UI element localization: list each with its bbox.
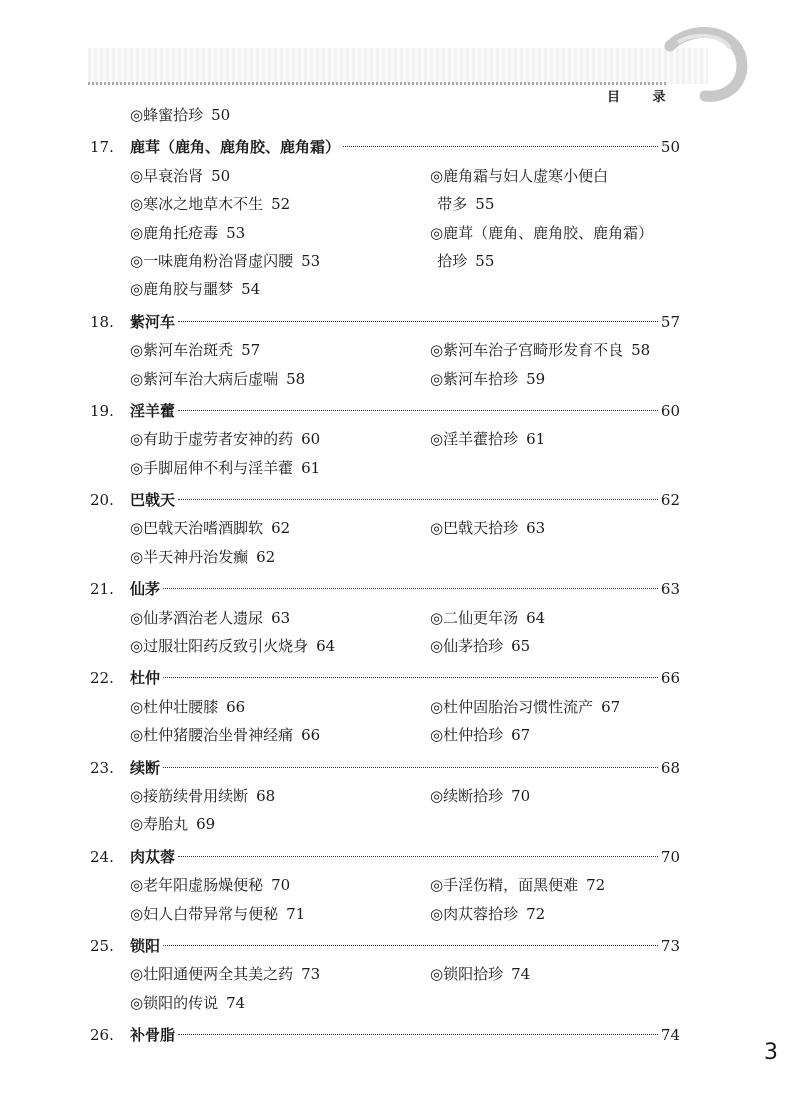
entry-title[interactable]: ◎仙茅酒治老人遗尿 [130,608,264,627]
entry-title[interactable]: 拾珍 [437,251,468,270]
entry-page: 61 [526,430,546,449]
toc-entry-right[interactable] [430,871,680,899]
chapter-number: 22. [90,669,114,688]
entry-page: 55 [475,251,495,270]
entry-title[interactable]: ◎二仙更年汤 [430,608,519,627]
entry-page: 73 [301,965,321,984]
toc-entry-left[interactable] [90,365,430,393]
chapter-page: 63 [660,580,680,599]
toc-entry-right[interactable] [421,190,680,218]
entry-page: 50 [211,106,231,124]
entry-title[interactable]: ◎巴戟天治嗜酒脚软 [130,519,264,538]
entry-title[interactable]: ◎紫河车治大病后虚喘 [130,369,279,388]
chapter-page: 68 [660,758,680,777]
entry-page: 53 [226,223,246,242]
toc-entry-left[interactable] [90,871,430,899]
entry-title[interactable]: ◎杜仲猪腰治坐骨神经痛 [130,726,294,745]
chapter-page: 50 [660,138,680,157]
chapter-number: 23. [90,758,114,777]
chapter-title[interactable]: 紫河车 [130,312,176,331]
dot-leader [178,410,658,411]
entry-page: 59 [526,369,546,388]
toc-entry-left[interactable] [90,810,430,838]
entry-page: 61 [301,458,321,477]
entry-title[interactable]: ◎肉苁蓉拾珍 [430,904,519,923]
entry-title[interactable]: ◎鹿角托疮毒 [130,223,219,242]
toc-entry-right[interactable] [430,514,680,542]
entry-page: 65 [511,637,531,656]
toc-row [90,514,680,542]
entry-page: 68 [256,786,276,805]
toc-entry-right[interactable] [430,219,680,247]
toc-row [90,693,680,721]
chapter-page: 60 [660,401,680,420]
toc-entry-left[interactable] [90,960,430,988]
entry-page: 50 [211,166,231,185]
toc-entry-right[interactable] [430,693,680,721]
toc-entry-right [430,989,680,1017]
entry-page: 72 [586,876,606,895]
dot-leader [163,945,658,946]
toc-entry-right [430,275,680,303]
entry-page: 60 [301,430,321,449]
toc-entry-left[interactable] [90,543,430,571]
chapter-number: 25. [90,936,114,955]
toc-row [90,721,680,749]
chapter-heading[interactable] [90,754,680,782]
dot-leader [178,1034,658,1035]
toc-entry-left[interactable] [90,219,430,247]
chapter-title[interactable]: 巴戟天 [130,491,176,510]
entry-page: 54 [241,280,261,299]
entry-title[interactable]: ◎壮阳通便两全其美之药 [130,965,294,984]
chapter-title[interactable]: 仙茅 [130,580,161,599]
entry-title[interactable]: 带多 [437,195,468,214]
entry-title[interactable]: ◎一味鹿角粉治肾虚闪腰 [130,251,294,270]
chapter-title[interactable]: 续断 [130,758,161,777]
header-divider [88,82,668,85]
toc-entry-left[interactable] [90,275,430,303]
toc-row [90,989,680,1017]
entry-title[interactable]: ◎杜仲拾珍 [430,726,504,745]
chapter-number: 19. [90,401,114,420]
chapter-heading[interactable] [90,397,680,425]
toc-entry-right[interactable] [430,604,680,632]
chapter-title[interactable]: 肉苁蓉 [130,847,176,866]
chapter-title[interactable]: 淫羊藿 [130,401,176,420]
toc-row [90,365,680,393]
toc-row [90,162,680,190]
toc-entry-right[interactable] [430,425,680,453]
toc-row [90,219,680,247]
chapter-number: 18. [90,312,114,331]
entry-page: 53 [301,251,321,270]
entry-page: 52 [271,195,291,214]
toc-row [90,190,680,218]
chapter-title[interactable]: 鹿茸（鹿角、鹿角胶、鹿角霜） [130,138,341,157]
entry-page: 74 [511,965,531,984]
entry-page: 64 [316,637,336,656]
toc-row [90,275,680,303]
toc-row [90,543,680,571]
entry-title[interactable]: ◎杜仲壮腰膝 [130,697,219,716]
toc-row [90,454,680,482]
chapter-number: 24. [90,847,114,866]
entry-title[interactable]: ◎接筋续骨用续断 [130,786,249,805]
chapter-title[interactable]: 杜仲 [130,669,161,688]
entry-title[interactable]: ◎续断拾珍 [430,786,504,805]
toc-row [90,871,680,899]
entry-page: 66 [301,726,321,745]
entry-title[interactable]: ◎妇人白带异常与便秘 [130,904,279,923]
entry-page: 67 [511,726,531,745]
entry-title[interactable]: ◎老年阳虚肠燥便秘 [130,876,264,895]
toc-row [90,782,680,810]
toc-entry-left[interactable] [90,989,430,1017]
toc-entry-left[interactable] [90,336,430,364]
entry-page: 72 [526,904,546,923]
entry-title[interactable]: ◎早衰治肾 [130,166,204,185]
entry-title[interactable]: ◎紫河车治子宫畸形发育不良 [430,341,624,360]
chapter-heading[interactable] [90,486,680,514]
chapter-heading[interactable] [90,664,680,692]
entry-title[interactable]: ◎淫羊藿拾珍 [430,430,519,449]
toc-entry-right[interactable] [430,162,680,190]
toc-entry-left[interactable] [90,632,430,660]
dot-leader [163,767,658,768]
toc-entry-left[interactable] [90,162,430,190]
chapter-number: 26. [90,1026,114,1045]
chapter-number: 21. [90,580,114,599]
entry-title[interactable]: ◎巴戟天拾珍 [430,519,519,538]
toc-row [90,632,680,660]
chapter-heading[interactable] [90,133,680,161]
toc-row [90,425,680,453]
page-number: 3 [764,1040,778,1065]
toc-entry-right[interactable] [430,960,680,988]
chapter-number: 17. [90,138,114,157]
entry-page: 71 [286,904,306,923]
chapter-number: 20. [90,491,114,510]
toc-entry-left[interactable] [90,247,421,275]
chapter-title[interactable]: 补骨脂 [130,1026,176,1045]
entry-title[interactable]: ◎鹿茸（鹿角、鹿角胶、鹿角霜） [430,223,654,242]
entry-title[interactable]: ◎半天神丹治发癫 [130,547,249,566]
entry-title[interactable]: ◎紫河车治斑秃 [130,341,234,360]
toc-entry-left[interactable] [90,190,421,218]
entry-page: 67 [601,697,621,716]
chapter-heading[interactable] [90,308,680,336]
entry-page: 63 [526,519,546,538]
entry-title[interactable]: ◎寒冰之地草木不生 [130,195,264,214]
entry-page: 69 [196,815,216,834]
entry-page: 64 [526,608,546,627]
toc-entry-right[interactable] [430,782,680,810]
entry-title[interactable]: ◎寿胎丸 [130,815,189,834]
entry-title[interactable]: ◎仙茅拾珍 [430,637,504,656]
toc-entry-left[interactable] [90,454,430,482]
entry-page: 62 [256,547,276,566]
toc-entry-right [430,454,680,482]
dot-leader [343,146,658,147]
toc-entry-left[interactable] [90,101,430,129]
entry-page: 70 [511,786,531,805]
chapter-page: 57 [660,312,680,331]
entry-title[interactable]: ◎鹿角胶与噩梦 [130,280,234,299]
toc-row [90,810,680,838]
entry-title[interactable]: ◎过服壮阳药反致引火烧身 [130,637,309,656]
toc-entry-right[interactable] [430,721,680,749]
toc-entry-right [430,810,680,838]
toc-row [90,101,680,129]
toc-entry-right[interactable] [430,365,680,393]
toc-entry-left[interactable] [90,514,430,542]
toc-entry-left[interactable] [90,900,430,928]
table-of-contents [90,101,680,1050]
header-band [88,48,708,84]
toc-entry-left[interactable] [90,425,430,453]
chapter-page: 73 [660,936,680,955]
toc-row [90,960,680,988]
entry-title[interactable]: ◎鹿角霜与妇人虚寒小便白 [430,166,609,185]
toc-entry-right[interactable] [430,336,680,364]
toc-row [90,336,680,364]
entry-title[interactable]: ◎杜仲固胎治习惯性流产 [430,697,594,716]
chapter-title[interactable]: 锁阳 [130,936,161,955]
chapter-page: 70 [660,847,680,866]
entry-title[interactable]: ◎蜂蜜拾珍 [130,106,204,124]
toc-entry-right[interactable] [430,632,680,660]
toc-entry-right [430,543,680,571]
chapter-heading[interactable] [90,1021,680,1049]
running-header-title: 目 录 [607,90,680,105]
entry-page: 55 [475,195,495,214]
toc-entry-left[interactable] [90,604,430,632]
chapter-heading[interactable] [90,932,680,960]
chapter-heading[interactable] [90,843,680,871]
entry-title[interactable]: ◎手淫伤精，面黑便难 [430,876,579,895]
entry-title[interactable]: ◎手脚屈伸不利与淫羊藿 [130,458,294,477]
chapter-page: 74 [660,1026,680,1045]
entry-page: 57 [241,341,261,360]
toc-entry-left[interactable] [90,782,430,810]
chapter-page: 62 [660,491,680,510]
dot-leader [163,588,658,589]
entry-page: 62 [271,519,291,538]
entry-title[interactable]: ◎锁阳的传说 [130,993,219,1012]
toc-row [90,604,680,632]
chapter-page: 66 [660,669,680,688]
entry-page: 63 [271,608,291,627]
entry-page: 66 [226,697,246,716]
entry-title[interactable]: ◎紫河车拾珍 [430,369,519,388]
brush-circle-ornament [660,24,750,104]
toc-entry-left[interactable] [90,721,430,749]
dot-leader [178,856,658,857]
entry-page: 70 [271,876,291,895]
dot-leader [163,677,658,678]
dot-leader [178,499,658,500]
entry-title[interactable]: ◎有助于虚劳者安神的药 [130,430,294,449]
chapter-heading[interactable] [90,575,680,603]
toc-entry-left[interactable] [90,693,430,721]
toc-row [90,900,680,928]
entry-page: 74 [226,993,246,1012]
entry-title[interactable]: ◎锁阳拾珍 [430,965,504,984]
toc-entry-right[interactable] [421,247,680,275]
dot-leader [178,321,658,322]
toc-row [90,247,680,275]
toc-entry-right[interactable] [430,900,680,928]
entry-page: 58 [631,341,651,360]
entry-page: 58 [286,369,306,388]
